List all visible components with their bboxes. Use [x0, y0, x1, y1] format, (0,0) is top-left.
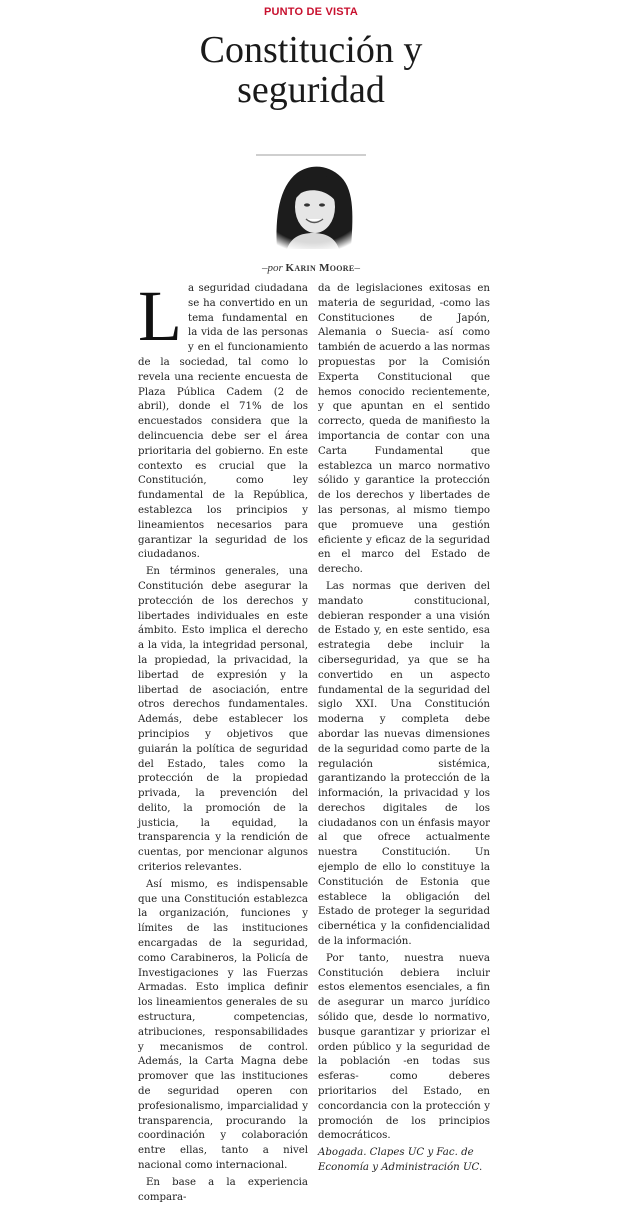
paragraph: En términos generales, una Constitución debe asegurar la protección de los derechos y libertades individuales en este ámbito. Esto implica el derecho a la vida, la integridad personal, la propiedad, la privacidad, la libertad de expresión y la libertad de asociación, entre otros derechos fundamentales. Además, debe establecer los principios y objetivos que guiarán la política de seguridad del Estado, tales como la protección de la propiedad privada, la prevención del delito, la promoción de la justicia, la equidad, la transparencia y la rendición de cuentas, por mencionar algunos criterios relevantes. [138, 566, 308, 874]
title-line-1: Constitución y [199, 29, 423, 71]
drop-cap: L [138, 276, 182, 356]
byline-prefix: –por [261, 262, 286, 274]
author-signature: Abogada. Clapes UC y Fac. de Economía y Administración UC. [318, 1147, 483, 1174]
portrait-top-rule [256, 154, 366, 156]
byline-author: Karin Moore [285, 262, 355, 274]
paragraph: da de legislaciones exitosas en materia de seguridad, -como las Constituciones de Japón, Alemania o Suecia- así como también de acuerdo a las normas propuestas por la Comisión Experta Constitucional que hemos conocido recientemente, y que apuntan en el sentido correcto, queda de manifiesto la importancia de contar con una Carta Fundamental que establezca un marco normativo sólido y garantice la protección de los derechos y libertades de las personas, al mismo tiempo que promueve una gestión eficiente y eficaz de la seguridad en el marco del Estado de derecho. [318, 283, 490, 576]
author-portrait [257, 157, 369, 249]
paragraph: Así mismo, es indispensable que una Constitución establezca la organización, funciones y límites de las instituciones encargadas de la seguridad, como Carabineros, la Policía de Investigaciones y las Fuerzas Armadas. Esto implica definir los lineamientos generales de su estructura, competencias, atribuciones, responsabilidades y mecanismos de control. Además, la Carta Magna debe promover que las instituciones de seguridad operen con profesionalismo, imparcialidad y transparencia, procurando la coordinación y colaboración entre ellas, tanto a nivel nacional como internacional. [138, 878, 308, 1172]
paragraph: Las normas que deriven del mandato constitucional, debieran responder a una visión de Estado y, en este sentido, esa estrategia debe incluir la ciberseguridad, ya que se ha convertido en un aspecto fundamental de la seguridad del siglo XXI. Una Constitución moderna y completa debe abordar las nuevas dimensiones de la seguridad como parte de la regulación sistémica, garantizando la protección de la información, la privacidad y los derechos digitales de los ciudadanos con un énfasis mayor al que ofrece actualmente nuestra Constitución. Un ejemplo de ello lo constituye la Constitución de Estonia que establece la obligación del Estado de proteger la seguridad cibernética y la confidencialidad de la información. [318, 580, 490, 948]
section-label: PUNTO DE VISTA [263, 6, 359, 18]
article-title [0, 30, 622, 110]
byline [0, 262, 622, 274]
right-column [318, 282, 490, 1178]
paragraph: La seguridad ciudadana se ha convertido en un tema fundamental en la vida de las personas y en el funcionamiento de la sociedad, tal como lo revela una reciente encuesta de Plaza Pública Cadem (2 de abril), donde el 71% de los encuestados considera que la delincuencia debe ser el área prioritaria del gobierno. En este contexto es crucial que la Constitución, como ley fundamental de la República, establezca los principios y lineamientos necesarios para garantizar la seguridad de los ciudadanos. [138, 276, 308, 561]
paragraph: En base a la experiencia compara- [138, 1176, 308, 1203]
byline-suffix: – [354, 262, 361, 274]
title-line-2: seguridad [237, 69, 385, 111]
paragraph: Por tanto, nuestra nueva Constitución debiera incluir estos elementos esenciales, a fin de asegurar un marco jurídico sólido que, desde lo normativo, busque garantizar y priorizar el orden público y la seguridad de la población -en todas sus esferas- como deberes prioritarios del Estado, en concordancia con la protección y promoción de los principios democráticos. [318, 952, 490, 1142]
left-column [138, 276, 308, 1207]
